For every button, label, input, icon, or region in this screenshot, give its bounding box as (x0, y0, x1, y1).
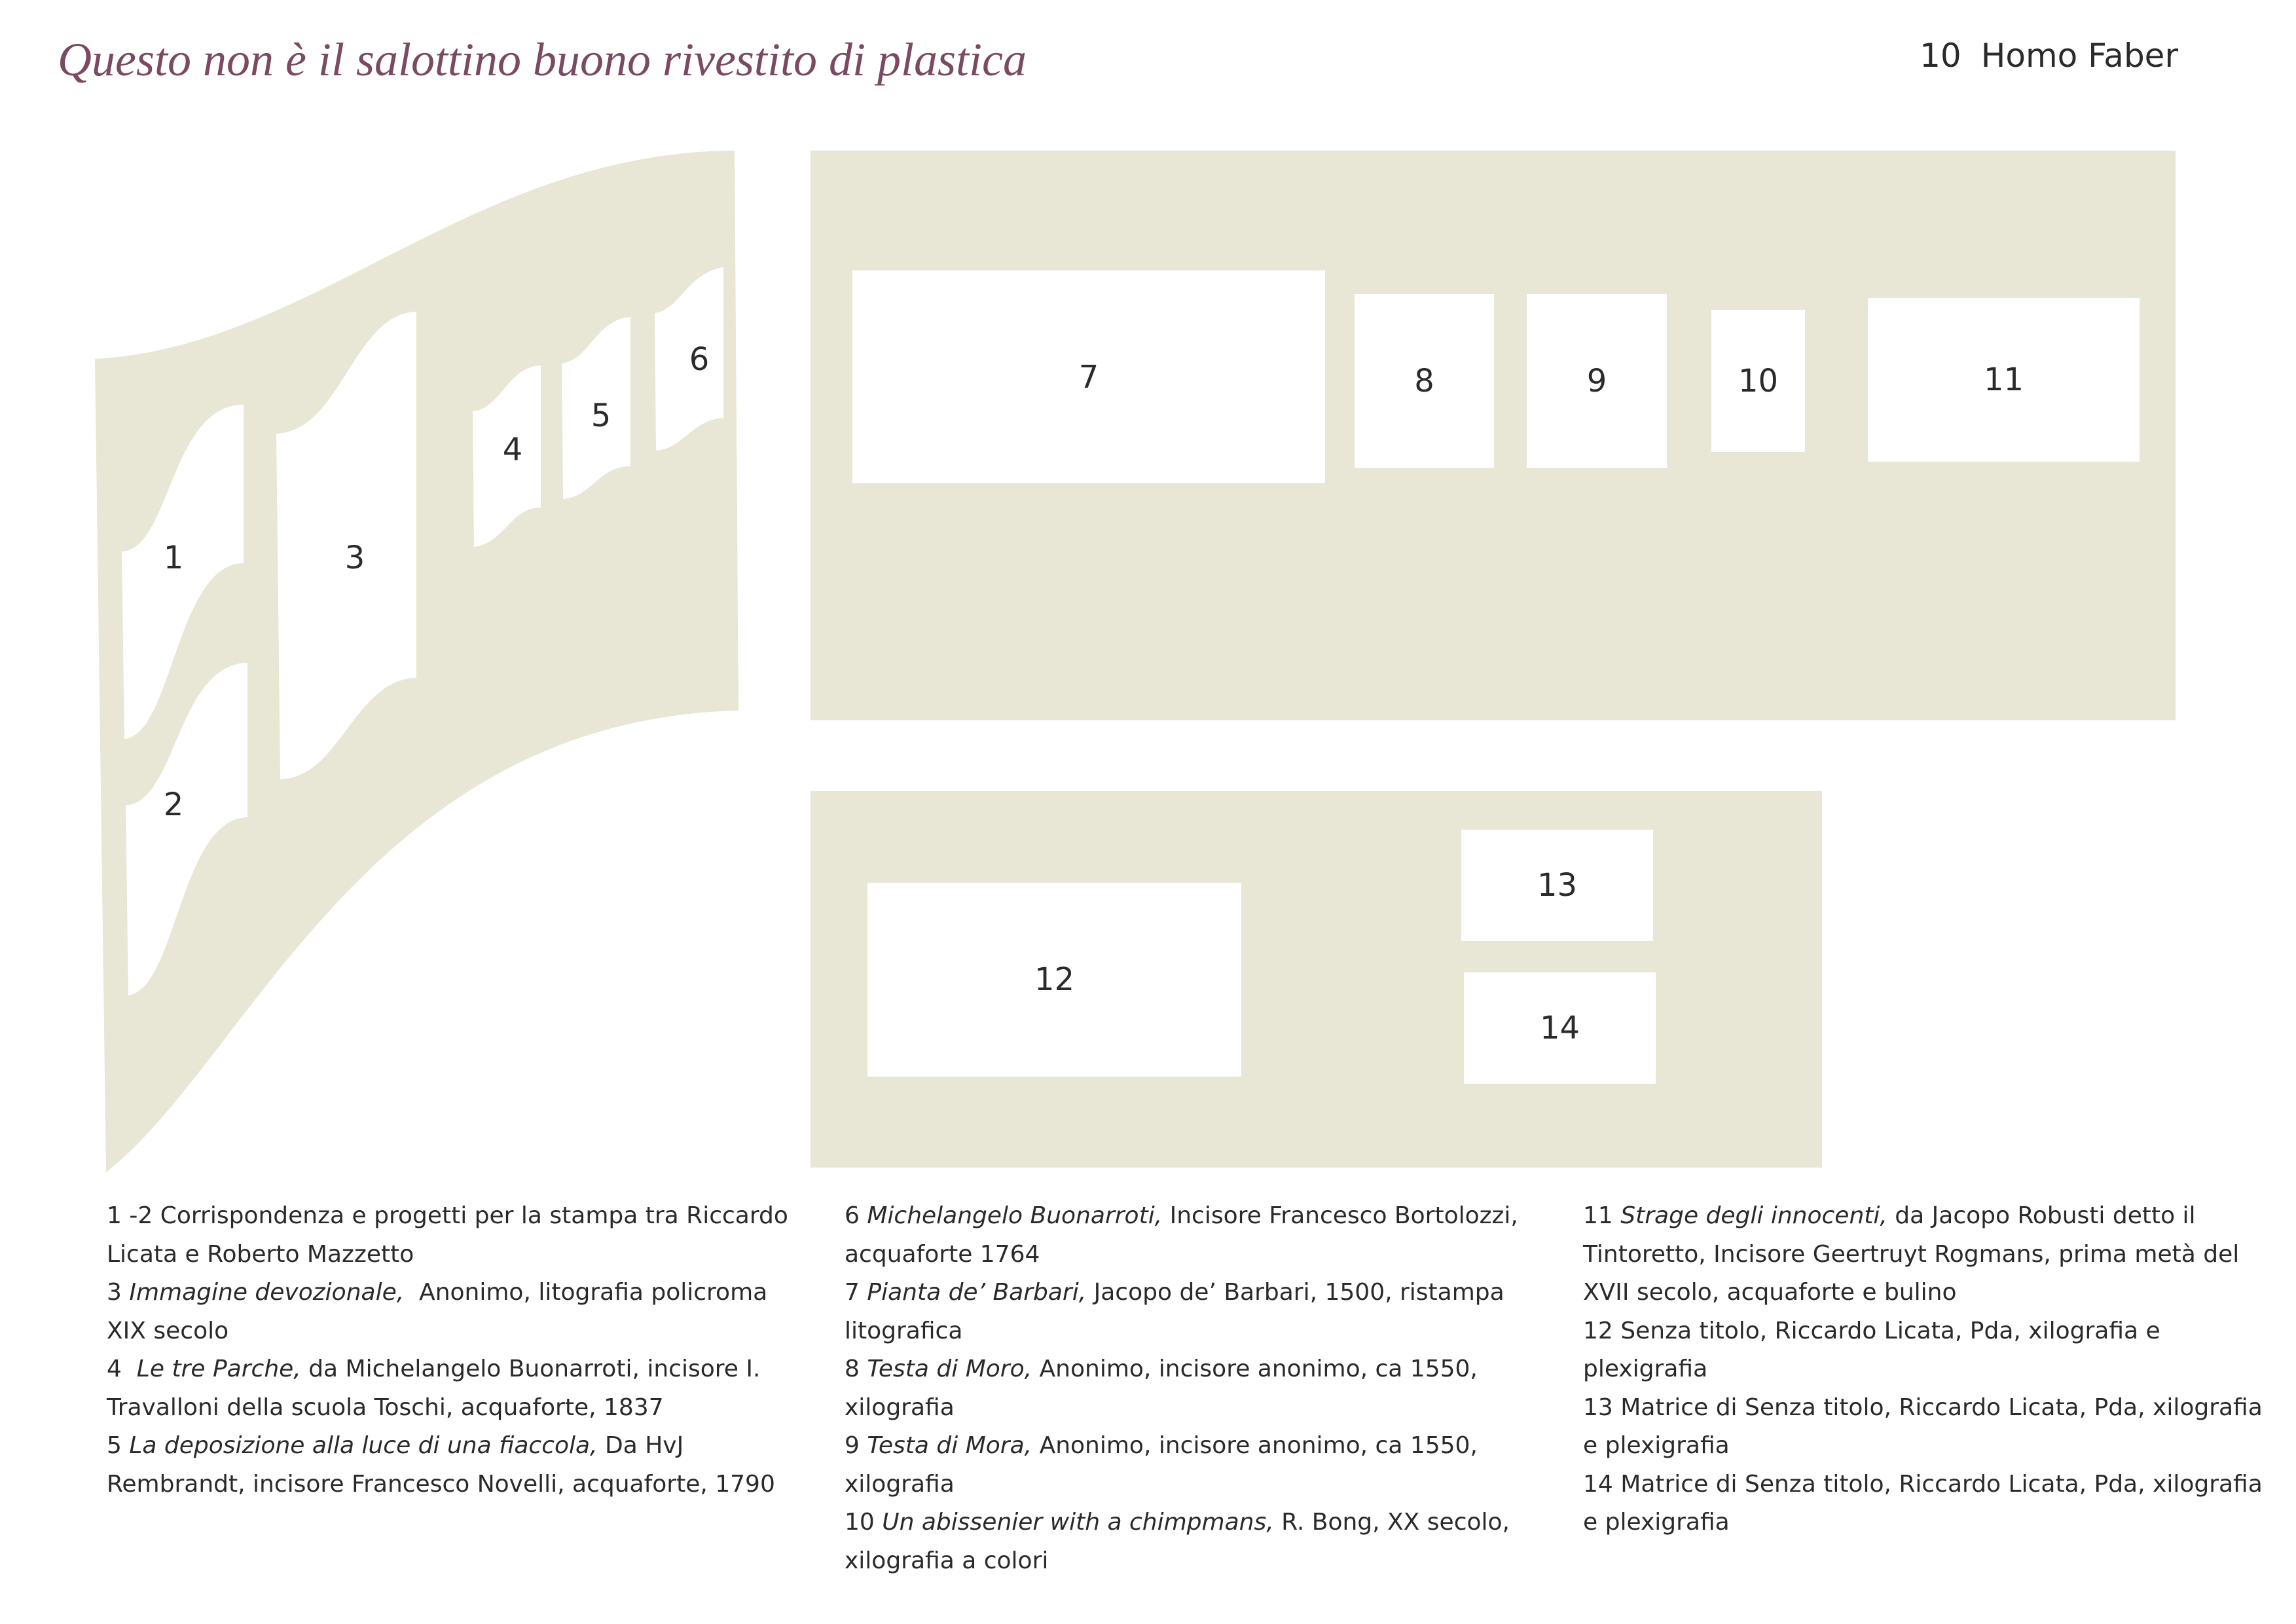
caption-item: 12 Senza titolo, Riccardo Licata, Pda, xilografia e plexigrafia (1583, 1317, 2160, 1382)
frame-1-label: 1 (163, 540, 184, 576)
frame-5-label: 5 (591, 397, 611, 434)
caption-item: 7 Pianta de’ Barbari, Jacopo de’ Barbari, 1500, ristampa litografica (845, 1279, 1504, 1344)
top-right-wall (811, 151, 2176, 720)
frame-10-label: 10 (1738, 362, 1779, 399)
frame-9 (1527, 294, 1667, 468)
caption-item: 9 Testa di Mora, Anonimo, incisore anonimo, ca 1550, xilografia (845, 1432, 1478, 1498)
section-header (1920, 37, 2178, 75)
frame-6-label: 6 (689, 341, 710, 378)
caption-column-1 (107, 1197, 801, 1504)
caption-item: 14 Matrice di Senza titolo, Riccardo Licata, Pda, xilografia e plexigrafia (1583, 1470, 2263, 1536)
curved-wall-plan (0, 0, 746, 1179)
caption-item: 1 -2 Corrispondenza e progetti per la stampa tra Riccardo Licata e Roberto Mazzetto (107, 1202, 788, 1268)
caption-item: 3 Immagine devozionale, Anonimo, litografia policroma XIX secolo (107, 1279, 768, 1344)
frame-2-label: 2 (163, 786, 184, 823)
page-title: Questo non è il salottino buono rivestito di plastica (58, 33, 1027, 86)
frame-7-label: 7 (1078, 358, 1099, 396)
frame-13-label: 13 (1537, 867, 1578, 904)
section-name: Homo Faber (1980, 37, 2178, 75)
frame-12 (867, 883, 1241, 1077)
frame-14 (1464, 972, 1656, 1084)
curved-wall (95, 151, 738, 1172)
frame-7 (852, 270, 1325, 483)
frame-4-label: 4 (502, 432, 523, 468)
caption-item: 8 Testa di Moro, Anonimo, incisore anonimo, ca 1550, xilografia (845, 1356, 1478, 1421)
frame-13 (1461, 830, 1653, 941)
frame-10 (1711, 310, 1805, 452)
frame-3-label: 3 (344, 540, 365, 576)
caption-item: 10 Un abissenier with a chimpmans, R. Bong, XX secolo, xilografia a colori (845, 1509, 1510, 1574)
caption-column-3 (1583, 1197, 2277, 1542)
frame-8 (1355, 294, 1494, 468)
frame-11-label: 11 (1983, 361, 2024, 398)
caption-item: 6 Michelangelo Buonarroti, Incisore Francesco Bortolozzi, acquaforte 1764 (845, 1202, 1518, 1268)
caption-item: 5 La deposizione alla luce di una fiaccola, Da HvJ Rembrandt, incisore Francesco Novelli, acquaforte, 1790 (107, 1432, 775, 1498)
section-number: 10 (1920, 37, 1961, 75)
bottom-wall (811, 791, 1822, 1168)
frame-8-label: 8 (1414, 363, 1434, 399)
caption-item: 11 Strage degli innocenti, da Jacopo Robusti detto il Tintoretto, Incisore Geertruyt Rogmans, prima metà del XVII secolo, acquaforte e bulino (1583, 1202, 2240, 1306)
frame-12-label: 12 (1034, 961, 1075, 998)
caption-item: 13 Matrice di Senza titolo, Riccardo Licata, Pda, xilografia e plexigrafia (1583, 1393, 2263, 1459)
caption-column-2 (845, 1197, 1552, 1580)
captions (0, 1197, 2296, 1574)
frame-14-label: 14 (1539, 1010, 1580, 1046)
frame-9-label: 9 (1586, 363, 1607, 399)
caption-item: 4 Le tre Parche, da Michelangelo Buonarroti, incisore I. Travalloni della scuola Toschi, acquaforte, 1837 (107, 1356, 761, 1421)
frame-11 (1868, 298, 2140, 462)
